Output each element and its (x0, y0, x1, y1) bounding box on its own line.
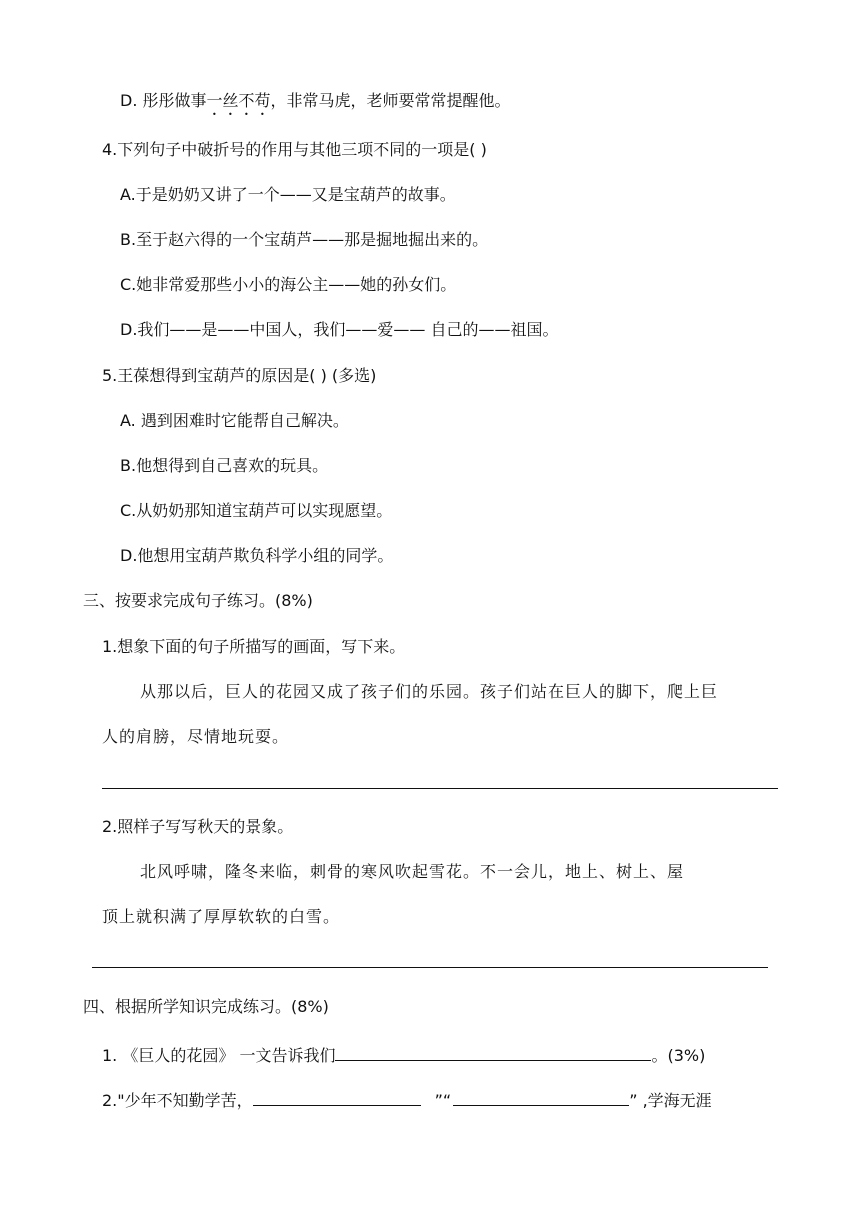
section3-title: 三、按要求完成句子练习。(8%) (83, 591, 313, 610)
section4-q2-prefix: 2."少年不知勤学苦， (102, 1091, 253, 1110)
q3-option-d-emphasized-word: 一丝不苟 (206, 91, 271, 110)
section4-q2-middle: ”“ (434, 1091, 452, 1110)
section3-q2-passage-line1: 北风呼啸，隆冬来临，刺骨的寒风吹起雪花。不一会儿，地上、树上、屋 (140, 862, 685, 881)
q4-option-b: B.至于赵六得的一个宝葫芦——那是掘地掘出来的。 (120, 230, 489, 249)
section4-q2-blank-2[interactable] (453, 1087, 629, 1106)
q5-option-d: D.他想用宝葫芦欺负科学小组的同学。 (120, 546, 394, 565)
section3-q1-passage-line1: 从那以后，巨人的花园又成了孩子们的乐园。孩子们站在巨人的脚下，爬上巨 (140, 682, 719, 701)
q3-option-d-prefix: D. 彤彤做事 (120, 91, 207, 110)
q5-option-a: A. 遇到困难时它能帮自己解决。 (120, 411, 349, 430)
q5-option-c: C.从奶奶那知道宝葫芦可以实现愿望。 (120, 501, 393, 520)
section4-title: 四、根据所学知识完成练习。(8%) (83, 997, 329, 1016)
q5-option-b: B.他想得到自己喜欢的玩具。 (120, 456, 329, 475)
section3-q1-answer-line[interactable] (102, 788, 778, 789)
q4-option-a: A.于是奶奶又讲了一个——又是宝葫芦的故事。 (120, 185, 456, 204)
section4-q2 (102, 1087, 712, 1112)
section4-q1-suffix: 。(3%) (651, 1046, 706, 1065)
q5-stem: 5.王葆想得到宝葫芦的原因是( ) (多选) (102, 366, 377, 385)
section4-q2-suffix: ” ,学海无涯 (629, 1091, 712, 1110)
q4-option-d: D.我们——是——中国人，我们——爱—— 自己的——祖国。 (120, 320, 559, 339)
section4-q1-blank[interactable] (335, 1042, 651, 1061)
section3-q2-passage-line2: 顶上就积满了厚厚软软的白雪。 (102, 907, 341, 926)
q4-option-c: C.她非常爱那些小小的海公主——她的孙女们。 (120, 275, 457, 294)
section3-q2-answer-line[interactable] (92, 967, 768, 968)
q3-option-d (120, 90, 511, 119)
section4-q1 (102, 1042, 705, 1067)
section3-q1-passage-line2: 人的肩膀，尽情地玩耍。 (102, 727, 290, 746)
section3-q2-stem: 2.照样子写写秋天的景象。 (102, 817, 294, 836)
section4-q1-prefix: 1. 《巨人的花园》 一文告诉我们 (102, 1046, 336, 1065)
q4-stem: 4.下列句子中破折号的作用与其他三项不同的一项是( ) (102, 140, 487, 159)
q3-option-d-suffix: ，非常马虎，老师要常常提醒他。 (270, 91, 511, 110)
section3-q1-stem: 1.想象下面的句子所描写的画面，写下来。 (102, 637, 406, 656)
section4-q2-blank-1[interactable] (253, 1087, 421, 1106)
